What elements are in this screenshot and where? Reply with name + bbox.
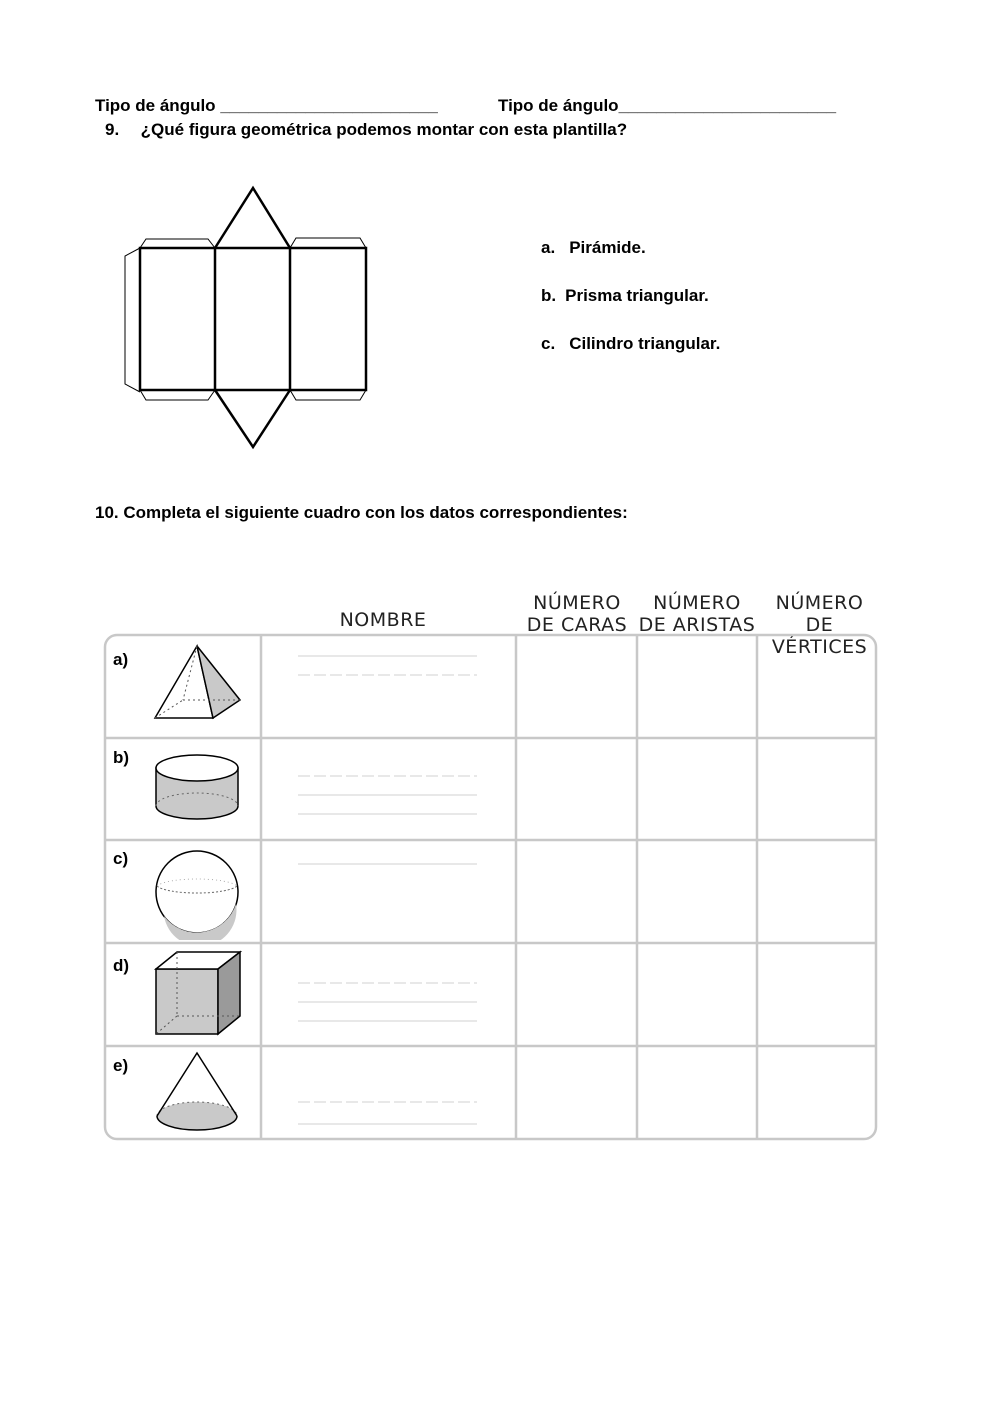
question-9 [105,120,627,140]
angle-type-right-label: Tipo de ángulo [498,96,619,115]
row-label-d: d) [113,956,130,975]
question-10: 10. Completa el siguiente cuadro con los datos correspondientes: [95,503,628,522]
nombre-writing-lines[interactable] [295,650,480,1130]
angle-type-line [95,96,438,116]
cylinder-icon [150,745,245,825]
sphere-icon [150,845,245,940]
row-label-c: c) [113,849,129,868]
header-vertices-line2: DE VÉRTICES [771,614,868,658]
angle-type-right [498,96,836,116]
option-b[interactable] [541,286,709,306]
row-label-e: e) [113,1056,129,1075]
cube-icon [150,948,245,1038]
option-c-letter: c. [541,334,556,353]
option-b-text: Prisma triangular. [565,286,709,305]
option-a[interactable] [541,238,646,258]
header-vertices-line1: NÚMERO [775,592,864,614]
option-a-letter: a. [541,238,556,257]
row-label-a: a) [113,650,129,669]
question-9-number: 9. [105,120,120,139]
header-aristas-line1: NÚMERO [653,592,741,614]
triangular-prism-net [120,185,380,450]
angle-type-right-blank[interactable]: _______________________ [618,96,837,115]
angle-type-left-label: Tipo de ángulo [95,96,216,115]
option-c[interactable] [541,334,720,354]
cone-icon [150,1050,245,1140]
header-caras-line2: DE CARAS [526,614,628,636]
pyramid-icon [150,643,245,723]
option-a-text: Pirámide. [569,238,646,257]
row-label-b: b) [113,748,130,767]
option-c-text: Cilindro triangular. [569,334,721,353]
question-9-text: ¿Qué figura geométrica podemos montar con esta plantilla? [140,120,628,139]
header-aristas-line2: DE ARISTAS [638,614,756,636]
option-b-letter: b. [541,286,557,305]
angle-type-left-blank[interactable]: _______________________ [220,96,438,115]
header-caras-line1: NÚMERO [533,592,621,614]
header-nombre: NOMBRE [339,609,427,631]
